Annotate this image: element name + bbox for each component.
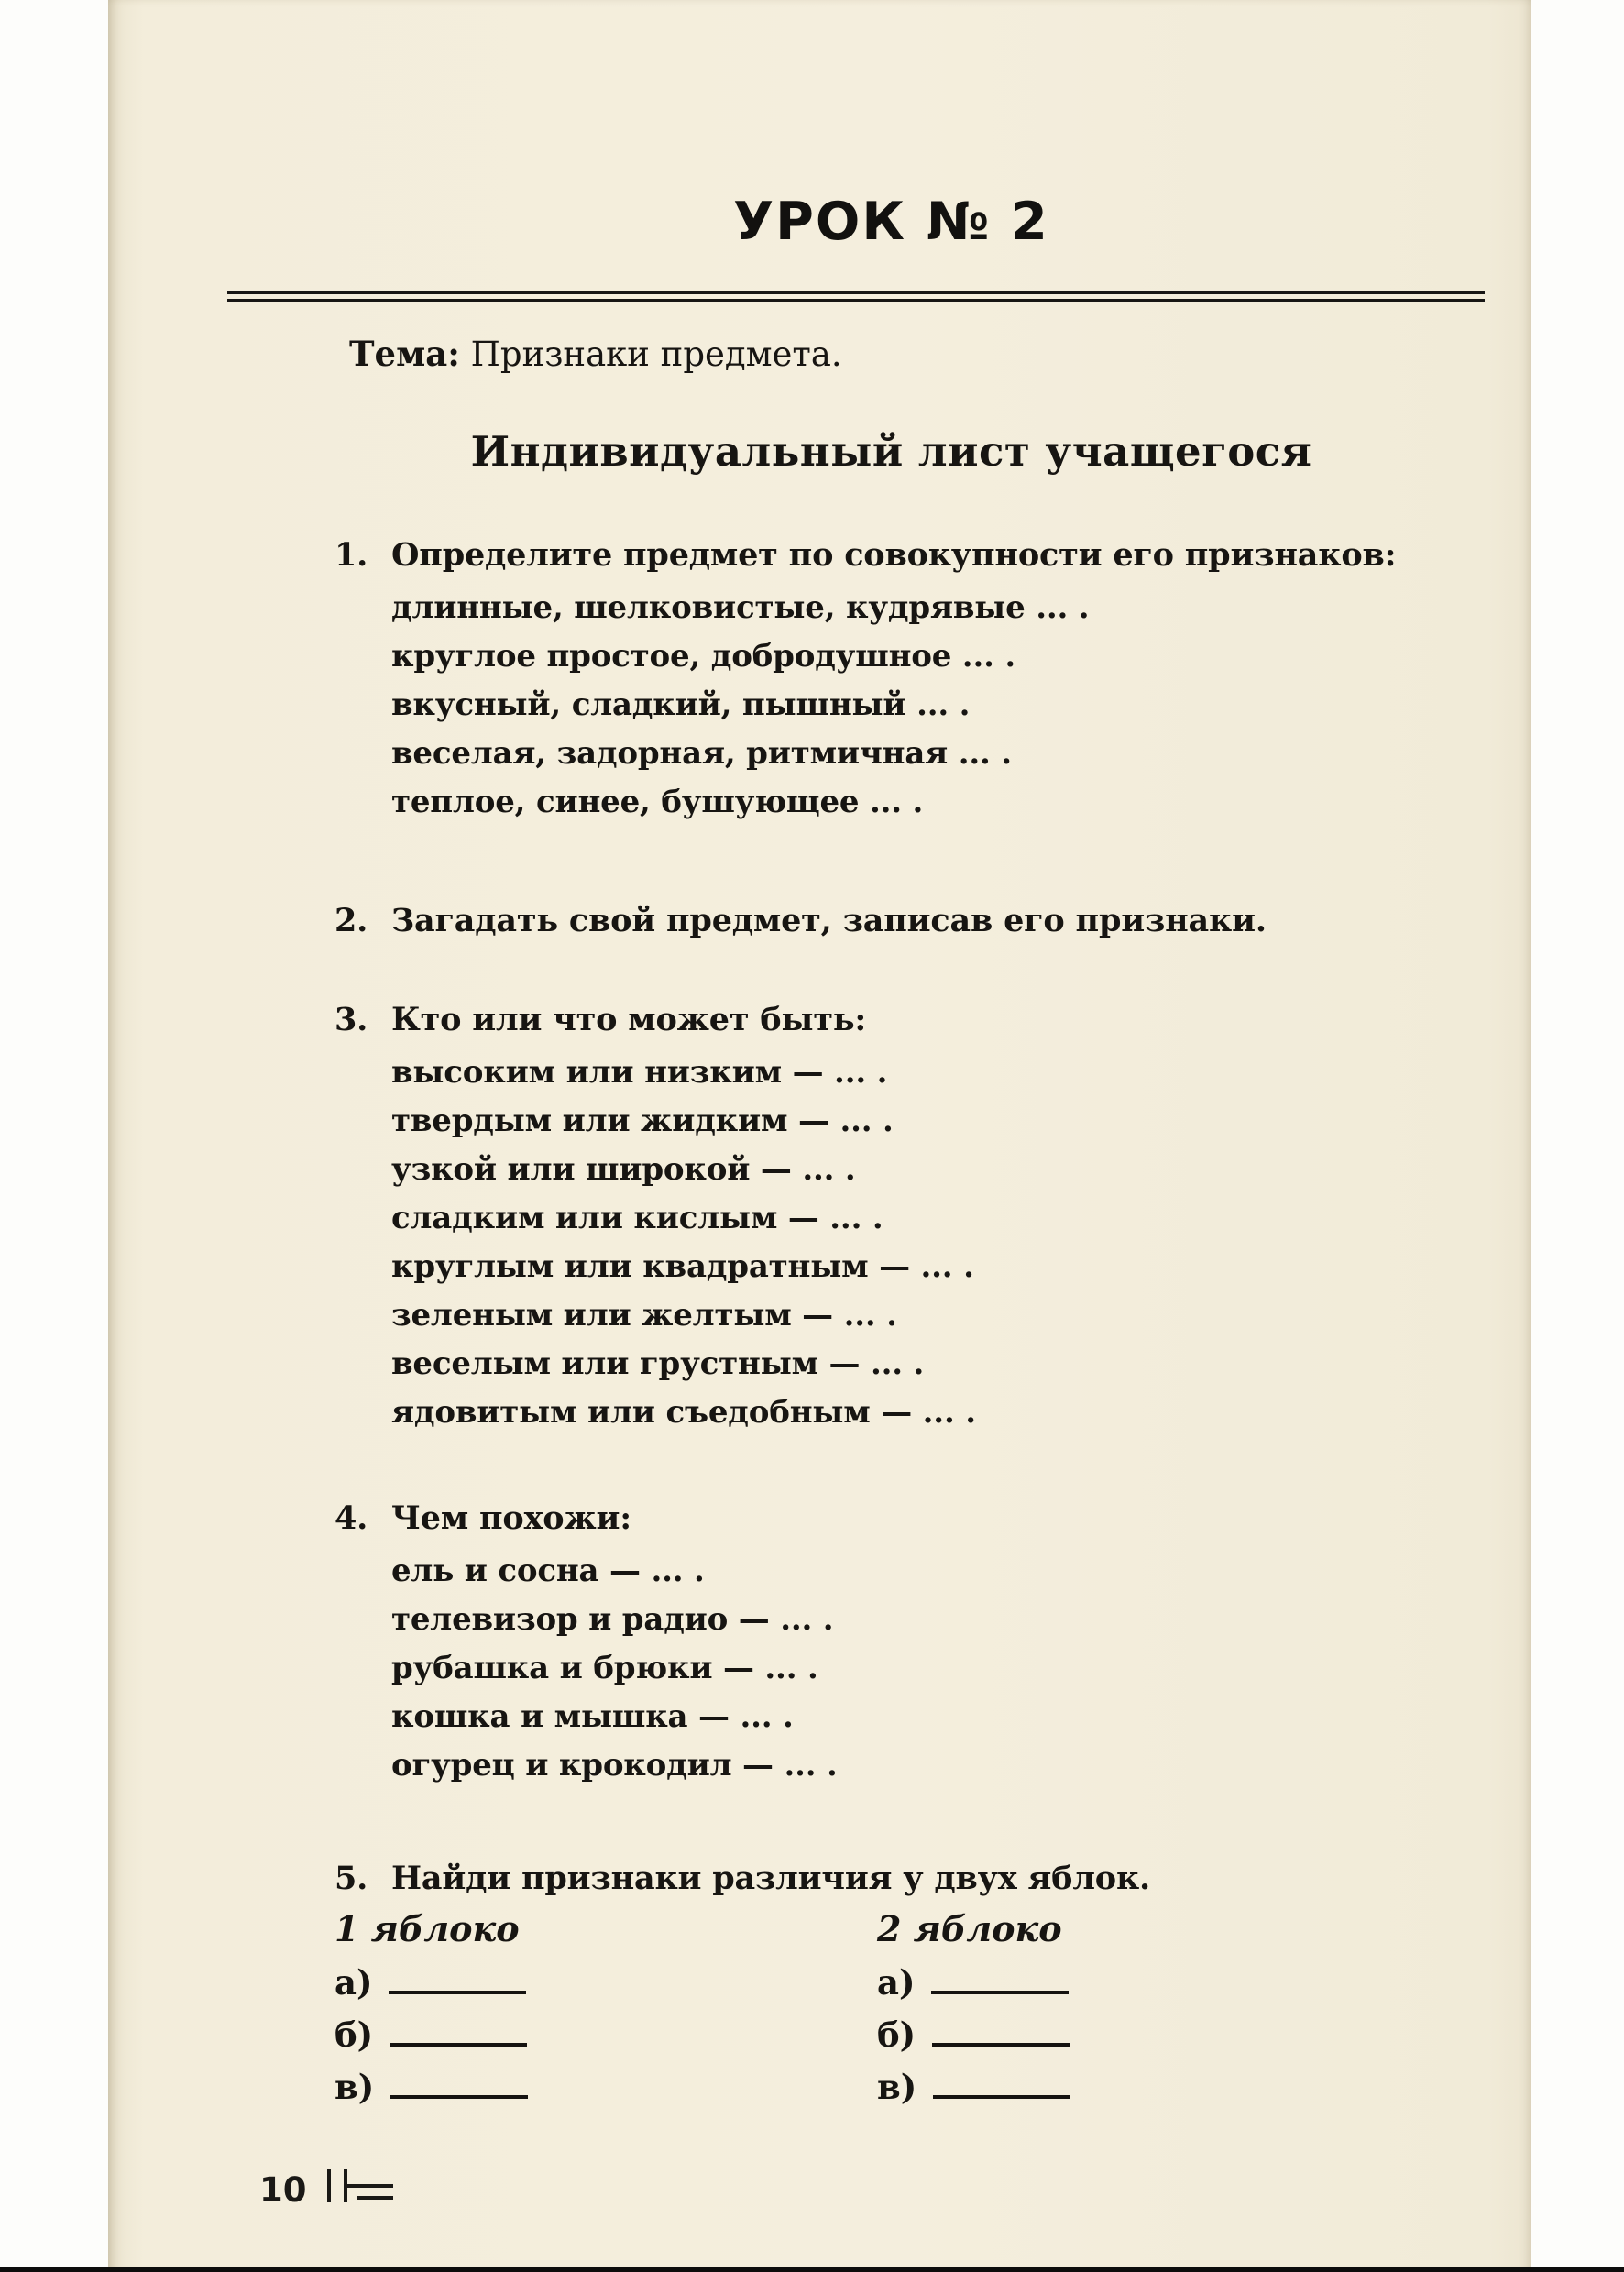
section-4 <box>335 1498 1448 1790</box>
list-item-text: веселая, задорная, ритмичная ... . <box>391 735 1012 772</box>
answer-row <box>877 1962 1070 2014</box>
section-number: 1. <box>335 536 368 574</box>
list-item <box>335 1644 1448 1693</box>
section-heading: Найди признаки различия у двух яблок. <box>391 1860 1151 1897</box>
section-number: 3. <box>335 1001 368 1038</box>
section-heading: Чем похожи: <box>391 1499 632 1537</box>
list-item <box>335 1596 1448 1644</box>
section-1 <box>335 534 1448 827</box>
bullet-icon <box>335 1596 391 1644</box>
answer-row <box>335 2014 877 2067</box>
list-item-text: твердым или жидким — ... . <box>391 1103 894 1139</box>
list-item <box>335 632 1448 681</box>
list-item-text: телевизор и радио — ... . <box>391 1601 834 1638</box>
answer-label: в) <box>877 2067 917 2107</box>
list-item <box>335 1388 1448 1437</box>
list-item-text: зеленым или желтым — ... . <box>391 1297 897 1334</box>
answer-label: б) <box>335 2014 374 2055</box>
list-item-text: ель и сосна — ... . <box>391 1553 705 1589</box>
bullet-icon <box>335 1146 391 1194</box>
list-item <box>335 1146 1448 1194</box>
list-item-text: круглым или квадратным — ... . <box>391 1248 974 1285</box>
list-item <box>335 1291 1448 1340</box>
list-item-text: рубашка и брюки — ... . <box>391 1650 818 1686</box>
list-item-text: вкусный, сладкий, пышный ... . <box>391 686 971 723</box>
list-item <box>335 778 1448 827</box>
list-item-text: веселым или грустным — ... . <box>391 1345 925 1382</box>
section-1-items <box>335 584 1448 827</box>
answer-label: б) <box>877 2014 916 2055</box>
list-item-text: огурец и крокодил — ... . <box>391 1747 838 1784</box>
page-number: 10 <box>259 2170 307 2210</box>
list-item-text: теплое, синее, бушующее ... . <box>391 784 924 820</box>
list-item <box>335 1097 1448 1146</box>
bullet-icon <box>335 1291 391 1340</box>
printers-mark-icon <box>324 2167 399 2213</box>
bullet-icon <box>335 584 391 632</box>
bullet-icon <box>335 1693 391 1741</box>
section-heading: Загадать свой предмет, записав его признаки. <box>391 902 1267 939</box>
list-item-text: длинные, шелковистые, кудрявые ... . <box>391 589 1090 626</box>
topic-text: Признаки предмета. <box>470 335 842 374</box>
answer-row <box>335 2067 877 2119</box>
list-item <box>335 1741 1448 1790</box>
section-number: 5. <box>335 1860 368 1897</box>
section-1-heading-row <box>335 534 1448 576</box>
answer-row <box>877 2067 1070 2119</box>
list-item <box>335 730 1448 778</box>
scan-bottom-edge <box>0 2267 1624 2272</box>
bullet-icon <box>335 1388 391 1437</box>
section-5-heading-row <box>335 1858 1448 1900</box>
bullet-icon <box>335 1547 391 1596</box>
section-number: 2. <box>335 902 368 939</box>
section-3-heading-row <box>335 999 1448 1041</box>
section-heading: Кто или что может быть: <box>391 1001 867 1038</box>
section-heading: Определите предмет по совокупности его признаков: <box>391 536 1397 574</box>
apple-column-1 <box>335 1907 877 2119</box>
page-footer <box>259 2167 399 2213</box>
list-item-text: узкой или широкой — ... . <box>391 1151 856 1188</box>
answer-label: а) <box>877 1962 916 2003</box>
answer-label: а) <box>335 1962 373 2003</box>
bullet-icon <box>335 632 391 681</box>
bullet-icon <box>335 1048 391 1097</box>
list-item <box>335 1547 1448 1596</box>
answer-row <box>877 2014 1070 2067</box>
list-item <box>335 681 1448 730</box>
section-number: 4. <box>335 1499 368 1537</box>
list-item-text: круглое простое, добродушное ... . <box>391 638 1015 675</box>
page-content <box>335 0 1448 2119</box>
answer-label: в) <box>335 2067 375 2107</box>
topic-line <box>349 332 1448 377</box>
answer-blank-line <box>390 2068 528 2099</box>
lesson-title: УРОК № 2 <box>733 192 1049 252</box>
topic-label: Тема: <box>349 334 460 374</box>
list-item-text: ядовитым или съедобным — ... . <box>391 1394 976 1431</box>
list-item <box>335 1243 1448 1291</box>
answer-row <box>335 1962 877 2014</box>
sheet-title: Индивидуальный лист учащегося <box>470 427 1312 476</box>
bullet-icon <box>335 1097 391 1146</box>
section-5 <box>335 1858 1448 2119</box>
apple-comparison <box>335 1907 1448 2119</box>
bullet-icon <box>335 1644 391 1693</box>
apple-column-label: 2 яблоко <box>877 1908 1062 1949</box>
answer-blank-line <box>389 1963 526 1994</box>
answer-blank-line <box>933 2068 1070 2099</box>
section-4-items <box>335 1547 1448 1790</box>
apple-column-label: 1 яблоко <box>335 1908 520 1949</box>
section-2 <box>335 900 1448 942</box>
bullet-icon <box>335 681 391 730</box>
section-2-heading-row <box>335 900 1448 942</box>
answer-blank-line <box>390 2015 527 2047</box>
bullet-icon <box>335 730 391 778</box>
answer-blank-line <box>932 2015 1070 2047</box>
list-item-text: кошка и мышка — ... . <box>391 1698 794 1735</box>
bullet-icon <box>335 778 391 827</box>
list-item <box>335 1693 1448 1741</box>
paper <box>108 0 1531 2272</box>
list-item-text: сладким или кислым — ... . <box>391 1200 883 1236</box>
apple-column-2 <box>877 1907 1070 2119</box>
section-4-heading-row <box>335 1498 1448 1540</box>
section-3 <box>335 999 1448 1437</box>
list-item <box>335 1340 1448 1388</box>
list-item <box>335 1048 1448 1097</box>
list-item-text: высоким или низким — ... . <box>391 1054 888 1091</box>
bullet-icon <box>335 1194 391 1243</box>
list-item <box>335 1194 1448 1243</box>
bullet-icon <box>335 1243 391 1291</box>
list-item <box>335 584 1448 632</box>
section-3-items <box>335 1048 1448 1437</box>
bullet-icon <box>335 1340 391 1388</box>
bullet-icon <box>335 1741 391 1790</box>
answer-blank-line <box>931 1963 1069 1994</box>
